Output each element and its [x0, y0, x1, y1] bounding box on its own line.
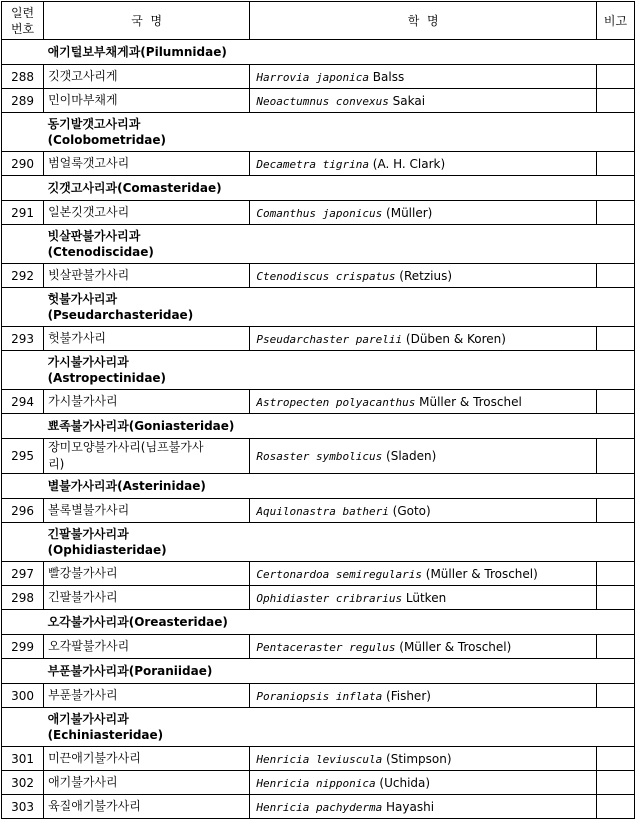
serial-number: 294 — [2, 390, 44, 414]
author-name: (Retzius) — [395, 268, 453, 283]
author-name: (Müller) — [382, 205, 433, 220]
author-name: (Goto) — [388, 503, 431, 518]
table-row — [2, 499, 635, 523]
note-cell — [596, 499, 634, 523]
scientific-name — [250, 747, 597, 771]
binomial-name: Neoactumnus convexus — [256, 94, 389, 108]
table-row — [2, 562, 635, 586]
family-row-spacer — [2, 40, 44, 65]
author-name: Sakai — [388, 93, 426, 108]
author-name: (Fisher) — [382, 688, 431, 703]
note-cell — [596, 89, 634, 113]
korean-name: 깃갯고사리게 — [44, 65, 250, 89]
table-row — [2, 439, 635, 474]
scientific-name — [250, 264, 597, 288]
family-row-spacer — [2, 659, 44, 684]
scientific-name — [250, 439, 597, 474]
note-cell — [596, 586, 634, 610]
author-name: (Sladen) — [382, 449, 437, 463]
family-row-spacer — [2, 113, 44, 152]
note-cell — [596, 747, 634, 771]
family-row — [2, 288, 635, 327]
scientific-name — [250, 684, 597, 708]
korean-name: 헛불가사리 — [44, 327, 250, 351]
table-row — [2, 795, 635, 819]
korean-name: 애기불가사리 — [44, 771, 250, 795]
binomial-name: Ctenodiscus crispatus — [256, 269, 396, 283]
table-row — [2, 65, 635, 89]
author-name: Balss — [368, 69, 405, 84]
table-row — [2, 586, 635, 610]
author-name: Lütken — [402, 590, 447, 605]
table-row — [2, 635, 635, 659]
scientific-name — [250, 327, 597, 351]
species-table — [1, 1, 635, 819]
family-row — [2, 708, 635, 747]
family-name: 오각불가사리과(Oreasteridae) — [44, 610, 635, 635]
note-cell — [596, 65, 634, 89]
note-cell — [596, 439, 634, 474]
scientific-name — [250, 562, 597, 586]
binomial-name: Henricia leviuscula — [256, 752, 383, 766]
author-name: (Stimpson) — [382, 751, 452, 766]
author-name: (Uchida) — [375, 775, 431, 790]
serial-number: 298 — [2, 586, 44, 610]
family-row — [2, 474, 635, 499]
binomial-name: Certonardoa semiregularis — [256, 567, 422, 581]
family-name: 애기털보부채게과(Pilumnidae) — [44, 40, 635, 65]
table-row — [2, 89, 635, 113]
family-row — [2, 351, 635, 390]
table-body — [2, 40, 635, 819]
note-cell — [596, 390, 634, 414]
author-name: (Düben & Koren) — [402, 331, 506, 346]
table-row — [2, 152, 635, 176]
note-cell — [596, 684, 634, 708]
binomial-name: Astropecten polyacanthus — [256, 395, 416, 409]
family-row-spacer — [2, 474, 44, 499]
table-row — [2, 327, 635, 351]
family-name: 빗살판불가사리과 (Ctenodiscidae) — [44, 225, 635, 264]
table-header-row — [2, 2, 635, 40]
family-name: 헛불가사리과 (Pseudarchasteridae) — [44, 288, 635, 327]
family-name: 부푼불가사리과(Poraniidae) — [44, 659, 635, 684]
korean-name: 긴팔불가사리 — [44, 586, 250, 610]
author-name: (A. H. Clark) — [368, 156, 446, 171]
scientific-name — [250, 390, 597, 414]
serial-number: 301 — [2, 747, 44, 771]
note-cell — [596, 327, 634, 351]
family-row — [2, 659, 635, 684]
scientific-name — [250, 152, 597, 176]
family-row — [2, 176, 635, 201]
family-row — [2, 523, 635, 562]
family-row-spacer — [2, 414, 44, 439]
note-cell — [596, 771, 634, 795]
korean-name: 미끈애기불가사리 — [44, 747, 250, 771]
serial-number: 295 — [2, 439, 44, 474]
scientific-name — [250, 499, 597, 523]
serial-number: 299 — [2, 635, 44, 659]
family-name: 뾰족불가사리과(Goniasteridae) — [44, 414, 635, 439]
binomial-name: Pentaceraster regulus — [256, 640, 396, 654]
note-cell — [596, 152, 634, 176]
binomial-name: Henricia pachyderma — [256, 800, 383, 814]
family-row — [2, 225, 635, 264]
scientific-name — [250, 635, 597, 659]
table-row — [2, 264, 635, 288]
note-cell — [596, 264, 634, 288]
header-note: 비고 — [596, 2, 634, 40]
binomial-name: Aquilonastra batheri — [256, 504, 389, 518]
family-row-spacer — [2, 351, 44, 390]
korean-name: 가시불가사리 — [44, 390, 250, 414]
serial-number: 288 — [2, 65, 44, 89]
korean-name: 일본깃갯고사리 — [44, 201, 250, 225]
korean-name: 육질애기불가사리 — [44, 795, 250, 819]
scientific-name — [250, 65, 597, 89]
author-name: (Müller & Troschel) — [395, 639, 512, 654]
family-name: 긴팔불가사리과 (Ophidiasteridae) — [44, 523, 635, 562]
header-serial-number: 일련 번호 — [2, 2, 44, 40]
binomial-name: Harrovia japonica — [256, 70, 369, 84]
family-row-spacer — [2, 288, 44, 327]
korean-name: 오각팔불가사리 — [44, 635, 250, 659]
korean-name: 장미모양불가사리(님프불가사 리) — [44, 439, 250, 474]
serial-number: 292 — [2, 264, 44, 288]
note-cell — [596, 201, 634, 225]
korean-name: 빨강불가사리 — [44, 562, 250, 586]
binomial-name: Henricia nipponica — [256, 776, 376, 790]
note-cell — [596, 795, 634, 819]
header-korean-name: 국 명 — [44, 2, 250, 40]
binomial-name: Pseudarchaster parelii — [256, 332, 403, 346]
binomial-name: Decametra tigrina — [256, 157, 369, 171]
family-row — [2, 40, 635, 65]
author-name: (Müller & Troschel) — [421, 566, 538, 581]
serial-number: 300 — [2, 684, 44, 708]
binomial-name: Rosaster symbolicus — [256, 450, 383, 463]
family-row — [2, 610, 635, 635]
serial-number: 293 — [2, 327, 44, 351]
korean-name: 빗살판불가사리 — [44, 264, 250, 288]
serial-number: 289 — [2, 89, 44, 113]
table-row — [2, 390, 635, 414]
serial-number: 291 — [2, 201, 44, 225]
note-cell — [596, 635, 634, 659]
binomial-name: Comanthus japonicus — [256, 206, 383, 220]
family-row-spacer — [2, 523, 44, 562]
serial-number: 302 — [2, 771, 44, 795]
binomial-name: Ophidiaster cribrarius — [256, 591, 403, 605]
table-row — [2, 201, 635, 225]
family-row — [2, 113, 635, 152]
family-row-spacer — [2, 708, 44, 747]
serial-number: 296 — [2, 499, 44, 523]
family-name: 애기불가사리과 (Echiniasteridae) — [44, 708, 635, 747]
serial-number: 303 — [2, 795, 44, 819]
binomial-name: Poraniopsis inflata — [256, 689, 383, 703]
scientific-name — [250, 771, 597, 795]
scientific-name — [250, 89, 597, 113]
author-name: Hayashi — [382, 799, 435, 814]
note-cell — [596, 562, 634, 586]
author-name: Müller & Troschel — [415, 394, 522, 409]
scientific-name — [250, 586, 597, 610]
korean-name: 볼록별불가사리 — [44, 499, 250, 523]
family-row-spacer — [2, 225, 44, 264]
family-name: 가시불가사리과 (Astropectinidae) — [44, 351, 635, 390]
table-row — [2, 771, 635, 795]
korean-name: 부푼불가사리 — [44, 684, 250, 708]
scientific-name — [250, 795, 597, 819]
family-row — [2, 414, 635, 439]
family-name: 별불가사리과(Asterinidae) — [44, 474, 635, 499]
serial-number: 290 — [2, 152, 44, 176]
korean-name: 범얼룩갯고사리 — [44, 152, 250, 176]
table-row — [2, 747, 635, 771]
family-name: 동기발갯고사리과 (Colobometridae) — [44, 113, 635, 152]
family-name: 깃갯고사리과(Comasteridae) — [44, 176, 635, 201]
korean-name: 민이마부채게 — [44, 89, 250, 113]
scientific-name — [250, 201, 597, 225]
table-row — [2, 684, 635, 708]
header-scientific-name: 학 명 — [250, 2, 597, 40]
serial-number: 297 — [2, 562, 44, 586]
family-row-spacer — [2, 610, 44, 635]
family-row-spacer — [2, 176, 44, 201]
